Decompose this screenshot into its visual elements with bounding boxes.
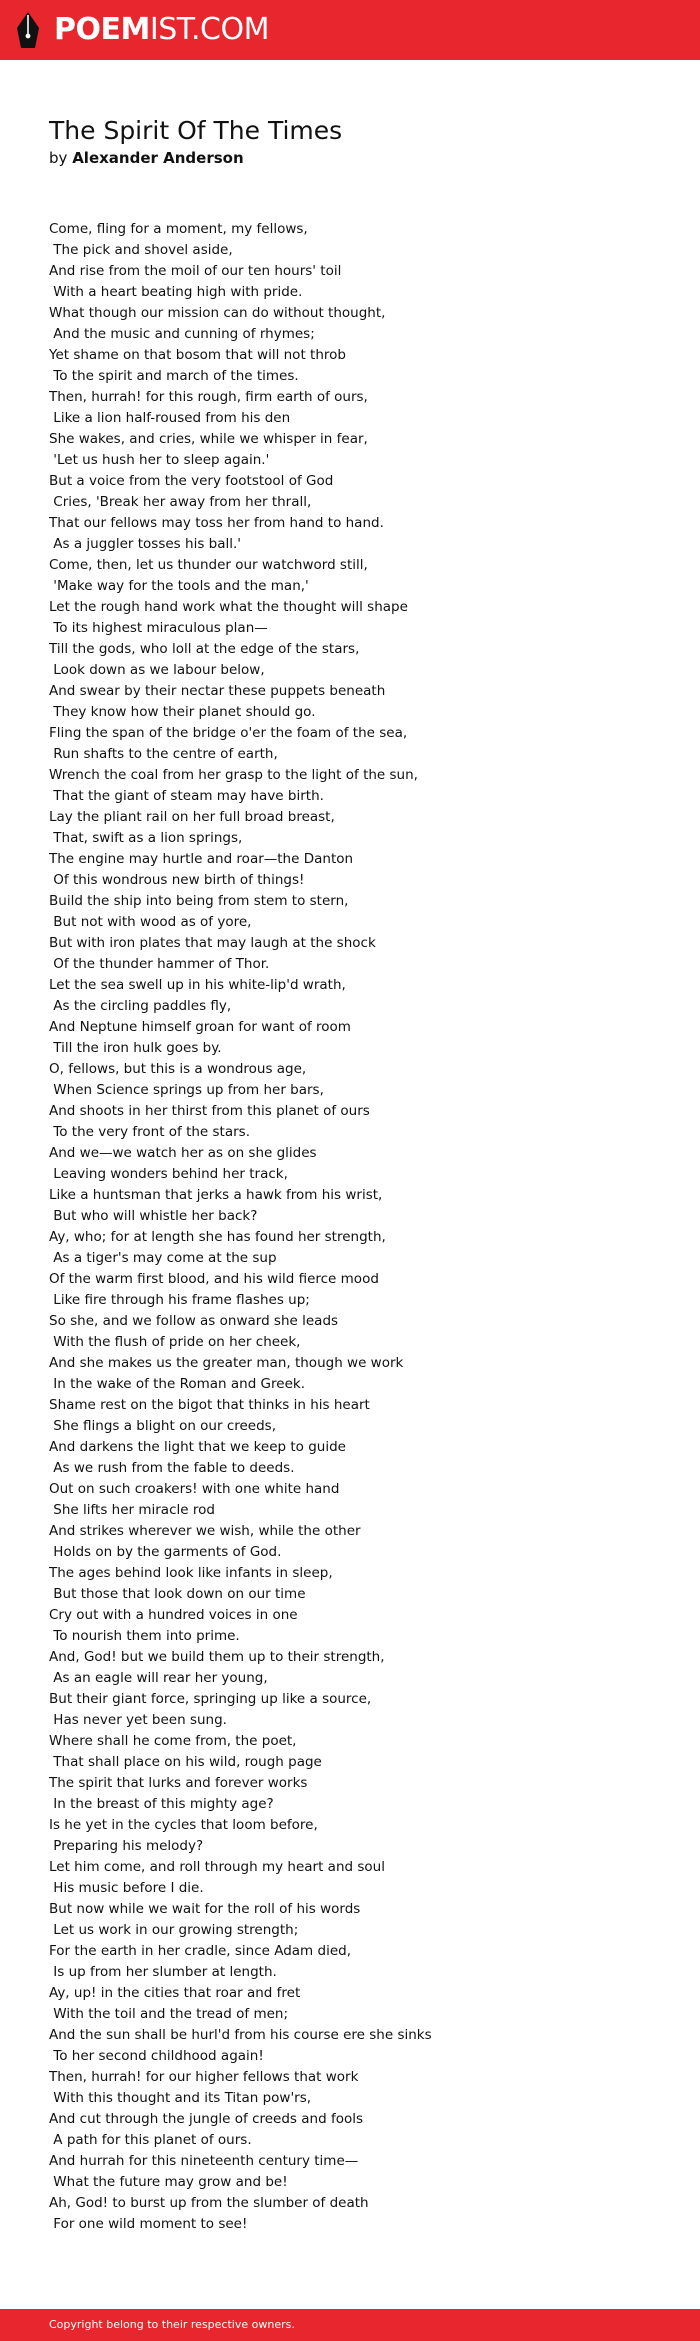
poem-line: Ay, up! in the cities that roar and fret bbox=[49, 1985, 301, 2001]
poem-line: And cut through the jungle of creeds and fools bbox=[49, 2111, 364, 2127]
poem-line: Lay the pliant rail on her full broad breast, bbox=[49, 809, 335, 825]
poem-line: And we—we watch her as on she glides bbox=[49, 1145, 317, 1161]
poem-line: And shoots in her thirst from this planet of ours bbox=[49, 1103, 370, 1119]
poem-line: Has never yet been sung. bbox=[49, 1712, 227, 1728]
poem-line: The engine may hurtle and roar—the Danton bbox=[49, 851, 354, 867]
poem-line: Look down as we labour below, bbox=[49, 662, 265, 678]
poem-line: And the music and cunning of rhymes; bbox=[49, 326, 315, 342]
poem-line: Of this wondrous new birth of things! bbox=[49, 872, 305, 888]
poem-line: To the spirit and march of the times. bbox=[49, 368, 299, 384]
poem-line: Let the rough hand work what the thought will shape bbox=[49, 599, 408, 615]
poem-line: Ay, who; for at length she has found her strength, bbox=[49, 1229, 386, 1245]
poem-line: Fling the span of the bridge o'er the foam of the sea, bbox=[49, 725, 408, 741]
poem-line: But not with wood as of yore, bbox=[49, 914, 252, 930]
poem-line: In the breast of this mighty age? bbox=[49, 1796, 274, 1812]
poem-line: And swear by their nectar these puppets beneath bbox=[49, 683, 386, 699]
poem-line: But those that look down on our time bbox=[49, 1586, 306, 1602]
poem-line: For one wild moment to see! bbox=[49, 2216, 248, 2232]
poem-line: Then, hurrah! for this rough, firm earth of ours, bbox=[49, 389, 368, 405]
poem-line: Of the thunder hammer of Thor. bbox=[49, 956, 270, 972]
poem-line: And hurrah for this nineteenth century time— bbox=[49, 2153, 359, 2169]
poem-line: As we rush from the fable to deeds. bbox=[49, 1460, 295, 1476]
poem-line: And she makes us the greater man, though we work bbox=[49, 1355, 404, 1371]
poem-line: Ah, God! to burst up from the slumber of death bbox=[49, 2195, 369, 2211]
poem-line: That, swift as a lion springs, bbox=[49, 830, 243, 846]
poem-line: Come, fling for a moment, my fellows, bbox=[49, 221, 308, 237]
poem-line: But who will whistle her back? bbox=[49, 1208, 258, 1224]
poem-line: Like a lion half-roused from his den bbox=[49, 410, 291, 426]
poem-line: And Neptune himself groan for want of room bbox=[49, 1019, 351, 1035]
poem-line: A path for this planet of ours. bbox=[49, 2132, 252, 2148]
footer-copyright: Copyright belong to their respective owners. bbox=[49, 2318, 295, 2331]
poem-line: With a heart beating high with pride. bbox=[49, 284, 303, 300]
poem-author: Alexander Anderson bbox=[72, 149, 244, 167]
poem-body bbox=[49, 219, 669, 2235]
poem-line: With the flush of pride on her cheek, bbox=[49, 1334, 301, 1350]
footer-bar bbox=[0, 2309, 700, 2341]
poem-line: Then, hurrah! for our higher fellows that work bbox=[49, 2069, 359, 2085]
poem-line: So she, and we follow as onward she leads bbox=[49, 1313, 339, 1329]
poem-line: To her second childhood again! bbox=[49, 2048, 264, 2064]
poem-line: That shall place on his wild, rough page bbox=[49, 1754, 322, 1770]
poem-line: Where shall he come from, the poet, bbox=[49, 1733, 297, 1749]
poem-title: The Spirit Of The Times bbox=[49, 116, 343, 145]
poem-line: As a tiger's may come at the sup bbox=[49, 1250, 277, 1266]
poem-line: Shame rest on the bigot that thinks in his heart bbox=[49, 1397, 370, 1413]
poem-line: 'Let us hush her to sleep again.' bbox=[49, 452, 270, 468]
poem-line: Preparing his melody? bbox=[49, 1838, 204, 1854]
poem-line: She flings a blight on our creeds, bbox=[49, 1418, 277, 1434]
poem-line: Is he yet in the cycles that loom before, bbox=[49, 1817, 318, 1833]
poem-line: But with iron plates that may laugh at the shock bbox=[49, 935, 376, 951]
poem-line: And darkens the light that we keep to guide bbox=[49, 1439, 346, 1455]
brand-light-text: IST.COM bbox=[149, 12, 269, 47]
poem-line: As a juggler tosses his ball.' bbox=[49, 536, 241, 552]
poem-line: What though our mission can do without thought, bbox=[49, 305, 386, 321]
poem-line: His music before I die. bbox=[49, 1880, 204, 1896]
poem-line: O, fellows, but this is a wondrous age, bbox=[49, 1061, 307, 1077]
brand-bold-text: POEM bbox=[54, 12, 150, 47]
poem-line: That our fellows may toss her from hand to hand. bbox=[49, 515, 384, 531]
poem-line: Build the ship into being from stem to stern, bbox=[49, 893, 349, 909]
poem-line: Holds on by the garments of God. bbox=[49, 1544, 282, 1560]
poem-line: That the giant of steam may have birth. bbox=[49, 788, 324, 804]
fountain-pen-nib-icon bbox=[16, 11, 40, 49]
poem-line: They know how their planet should go. bbox=[49, 704, 316, 720]
poem-line: With this thought and its Titan pow'rs, bbox=[49, 2090, 312, 2106]
poem-line: Like fire through his frame flashes up; bbox=[49, 1292, 310, 1308]
poem-line: When Science springs up from her bars, bbox=[49, 1082, 324, 1098]
poem-line: But their giant force, springing up like a source, bbox=[49, 1691, 372, 1707]
poem-line: Let us work in our growing strength; bbox=[49, 1922, 299, 1938]
site-logo-link[interactable] bbox=[16, 10, 269, 50]
poem-line: The pick and shovel aside, bbox=[49, 242, 233, 258]
poem-line: Of the warm first blood, and his wild fierce mood bbox=[49, 1271, 379, 1287]
poem-line: Wrench the coal from her grasp to the light of the sun, bbox=[49, 767, 418, 783]
poem-line: She wakes, and cries, while we whisper in fear, bbox=[49, 431, 368, 447]
poem-line: Run shafts to the centre of earth, bbox=[49, 746, 278, 762]
top-bar bbox=[0, 0, 700, 60]
by-label: by bbox=[49, 149, 68, 167]
poem-line: Leaving wonders behind her track, bbox=[49, 1166, 288, 1182]
poem-line: Like a huntsman that jerks a hawk from his wrist, bbox=[49, 1187, 383, 1203]
poem-line: Yet shame on that bosom that will not throb bbox=[49, 347, 346, 363]
poem-line: And rise from the moil of our ten hours' toil bbox=[49, 263, 342, 279]
poem-line: 'Make way for the tools and the man,' bbox=[49, 578, 309, 594]
poem-line: Let him come, and roll through my heart and soul bbox=[49, 1859, 385, 1875]
poem-line: The spirit that lurks and forever works bbox=[49, 1775, 308, 1791]
poem-byline bbox=[49, 147, 244, 169]
poem-line: And, God! but we build them up to their strength, bbox=[49, 1649, 385, 1665]
poem-line: But a voice from the very footstool of God bbox=[49, 473, 334, 489]
poem-line: Out on such croakers! with one white hand bbox=[49, 1481, 340, 1497]
poem-line: Till the gods, who loll at the edge of the stars, bbox=[49, 641, 360, 657]
poem-line: What the future may grow and be! bbox=[49, 2174, 288, 2190]
poem-line: Let the sea swell up in his white-lip'd wrath, bbox=[49, 977, 346, 993]
poem-line: With the toil and the tread of men; bbox=[49, 2006, 289, 2022]
poem-line: She lifts her miracle rod bbox=[49, 1502, 215, 1518]
poem-line: As the circling paddles fly, bbox=[49, 998, 232, 1014]
poem-line: Till the iron hulk goes by. bbox=[49, 1040, 222, 1056]
poem-line: But now while we wait for the roll of his words bbox=[49, 1901, 361, 1917]
poem-line: The ages behind look like infants in sleep, bbox=[49, 1565, 333, 1581]
poem-line: Is up from her slumber at length. bbox=[49, 1964, 277, 1980]
poem-line: Cries, 'Break her away from her thrall, bbox=[49, 494, 312, 510]
poem-line: In the wake of the Roman and Greek. bbox=[49, 1376, 305, 1392]
poem-line: And the sun shall be hurl'd from his course ere she sinks bbox=[49, 2027, 432, 2043]
poem-line: And strikes wherever we wish, while the other bbox=[49, 1523, 361, 1539]
poem-line: To the very front of the stars. bbox=[49, 1124, 250, 1140]
poem-line: To nourish them into prime. bbox=[49, 1628, 240, 1644]
poem-line: For the earth in her cradle, since Adam died, bbox=[49, 1943, 351, 1959]
poem-line: As an eagle will rear her young, bbox=[49, 1670, 268, 1686]
site-wordmark bbox=[54, 10, 269, 50]
poem-line: Cry out with a hundred voices in one bbox=[49, 1607, 298, 1623]
poem-line: To its highest miraculous plan— bbox=[49, 620, 268, 636]
poem-line: Come, then, let us thunder our watchword still, bbox=[49, 557, 368, 573]
